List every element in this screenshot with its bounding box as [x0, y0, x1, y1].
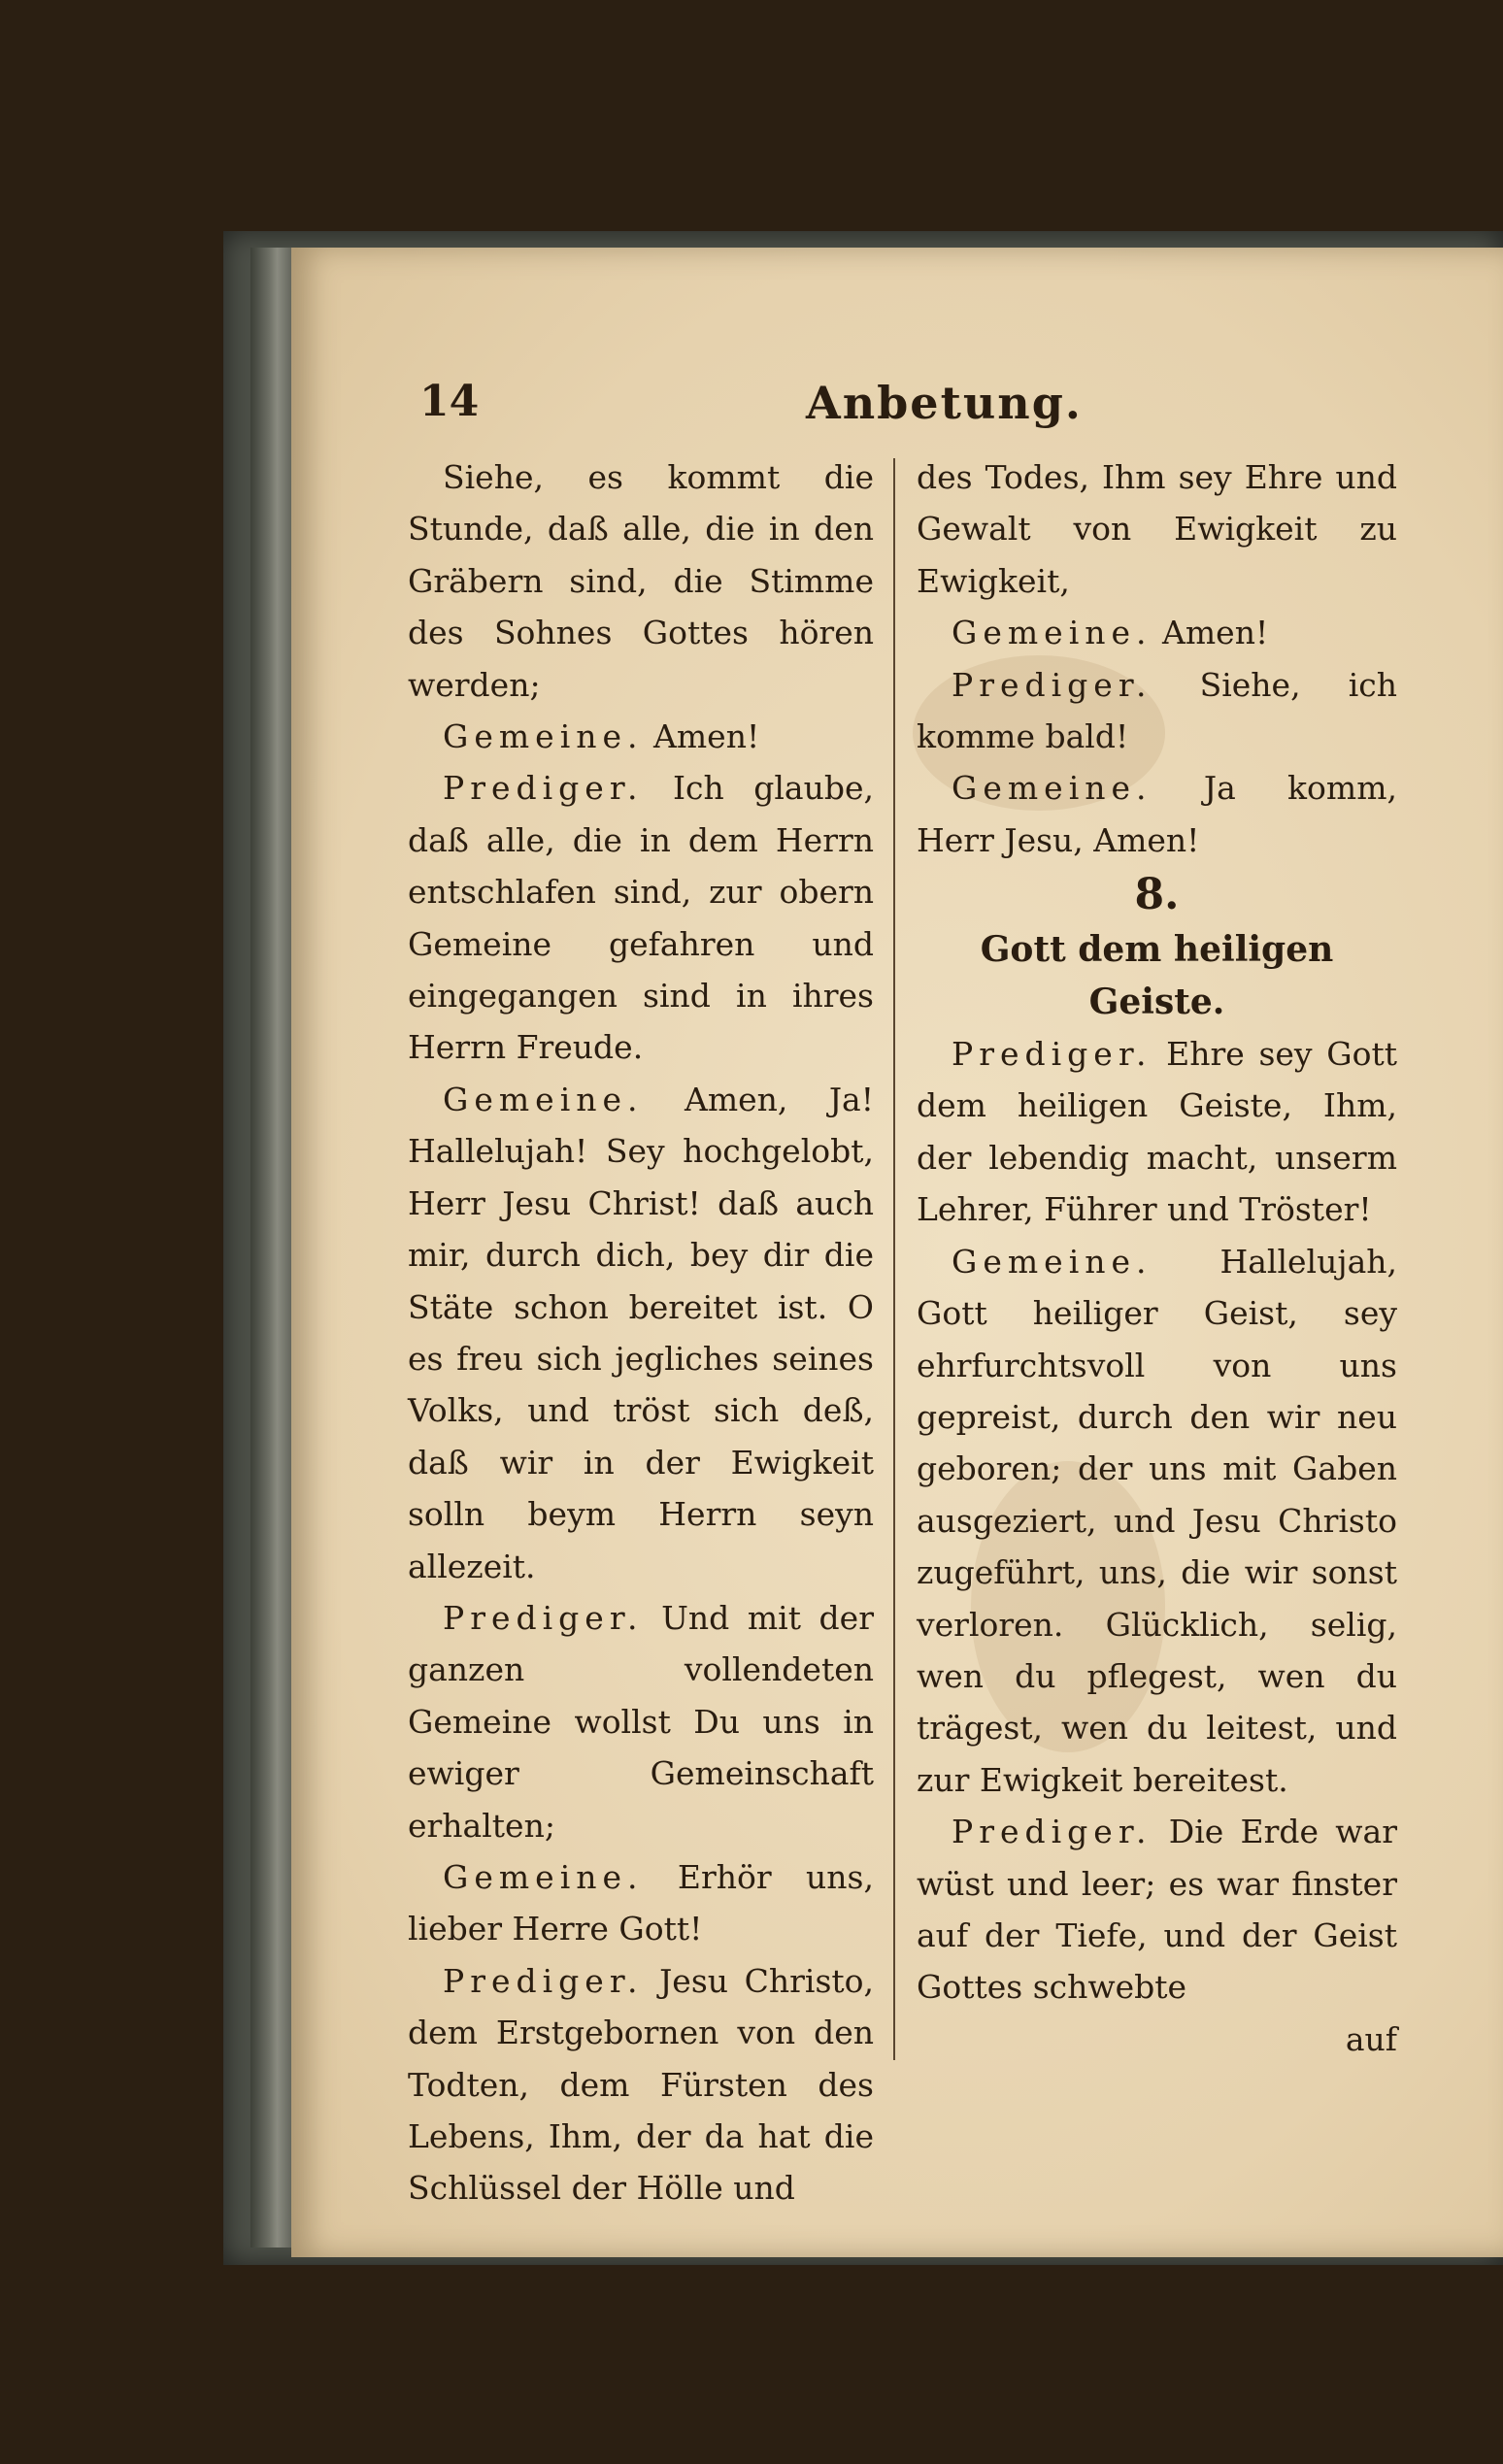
- catchword: auf: [1345, 2019, 1397, 2058]
- section-number: 8.: [1134, 870, 1180, 920]
- paragraph: [408, 711, 874, 762]
- speaker-label: Prediger.: [952, 665, 1152, 704]
- paragraph-text: Amen!: [1162, 614, 1269, 652]
- paragraph: [917, 659, 1397, 763]
- paragraph-text: Die Erde war wüst und leer; es war finster auf der Tiefe, und der Geist Gottes schwebte: [917, 1813, 1397, 2007]
- speaker-label: Prediger.: [443, 1598, 644, 1637]
- paragraph: [917, 1236, 1397, 1806]
- speaker-label: Gemeine.: [443, 1857, 644, 1896]
- paragraph-text: Amen!: [653, 717, 760, 756]
- paragraph: [408, 762, 874, 1073]
- paragraph-text: Erhör uns, lieber Herre Gott!: [408, 1857, 874, 1948]
- paragraph-text: Ja komm, Herr Jesu, Amen!: [917, 769, 1397, 859]
- speaker-label: Gemeine.: [952, 1242, 1152, 1281]
- running-title: Anbetung.: [806, 377, 1083, 429]
- paragraph: [917, 1806, 1397, 2014]
- speaker-label: Prediger.: [443, 1961, 644, 2000]
- paragraph: [408, 1851, 874, 1955]
- column-divider: [893, 458, 895, 2060]
- left-column: [408, 451, 874, 2214]
- paragraph-text: Amen, Ja! Hallelujah! Sey hochgelobt, Herr Jesu Christ! daß auch mir, durch dich, bey dir die Stäte schon bereitet ist. O es freu sich jegliches seines Volks, und tröst sich deß, daß wir in der Ewigkeit solln beym Herrn seyn allezeit.: [408, 1080, 874, 1585]
- paragraph-text: Ich glaube, daß alle, die in dem Herrn entschlafen sind, zur obern Gemeine gefahren und eingegangen sind in ihres Herrn Freude.: [408, 769, 874, 1067]
- paragraph: [917, 607, 1397, 658]
- paragraph: [408, 1955, 874, 2214]
- section-title: Gott dem heiligen Geiste.: [980, 929, 1334, 1022]
- paragraph-text: des Todes, Ihm sey Ehre und Gewalt von Ewigkeit zu Ewigkeit,: [917, 458, 1397, 600]
- right-column: [917, 451, 1397, 2065]
- paragraph-text: Siehe, ich komme bald!: [917, 665, 1397, 756]
- paragraph-text: Jesu Christo, dem Erstgebornen von den Todten, dem Fürsten des Lebens, Ihm, der da hat die Schlüssel der Hölle und: [408, 1961, 874, 2208]
- paragraph-text: Und mit der ganzen vollendeten Gemeine wollst Du uns in ewiger Gemeinschaft erhalten;: [408, 1598, 874, 1845]
- speaker-label: Gemeine.: [952, 769, 1152, 808]
- paragraph: [408, 451, 874, 711]
- paragraph: [408, 1592, 874, 1851]
- paragraph-text: Ehre sey Gott dem heiligen Geiste, Ihm, der lebendig macht, unserm Lehrer, Führer und Tröster!: [917, 1035, 1397, 1229]
- speaker-label: Gemeine.: [443, 1080, 644, 1118]
- paragraph: [917, 451, 1397, 607]
- paragraph-text: Hallelujah, Gott heiliger Geist, sey ehrfurchtsvoll von uns gepreist, durch den wir neu geboren; der uns mit Gaben ausgeziert, und Jesu Christo zugeführt, uns, die wir sonst verloren. Glücklich, selig, wen du pflegest, wen du trägest, wen du leitest, und zur Ewigkeit bereitest.: [917, 1242, 1397, 1799]
- paragraph: [408, 1074, 874, 1592]
- speaker-label: Prediger.: [443, 769, 644, 808]
- speaker-label: Prediger.: [952, 1035, 1152, 1074]
- page-number: 14: [419, 377, 480, 426]
- paragraph-text: Siehe, es kommt die Stunde, daß alle, die in den Gräbern sind, die Stimme des Sohnes Gottes hören werden;: [408, 458, 874, 704]
- speaker-label: Gemeine.: [443, 717, 644, 756]
- speaker-label: Gemeine.: [952, 614, 1152, 652]
- speaker-label: Prediger.: [952, 1813, 1152, 1851]
- paragraph: [917, 1028, 1397, 1236]
- paragraph: [917, 762, 1397, 866]
- book-spine: [250, 248, 295, 2248]
